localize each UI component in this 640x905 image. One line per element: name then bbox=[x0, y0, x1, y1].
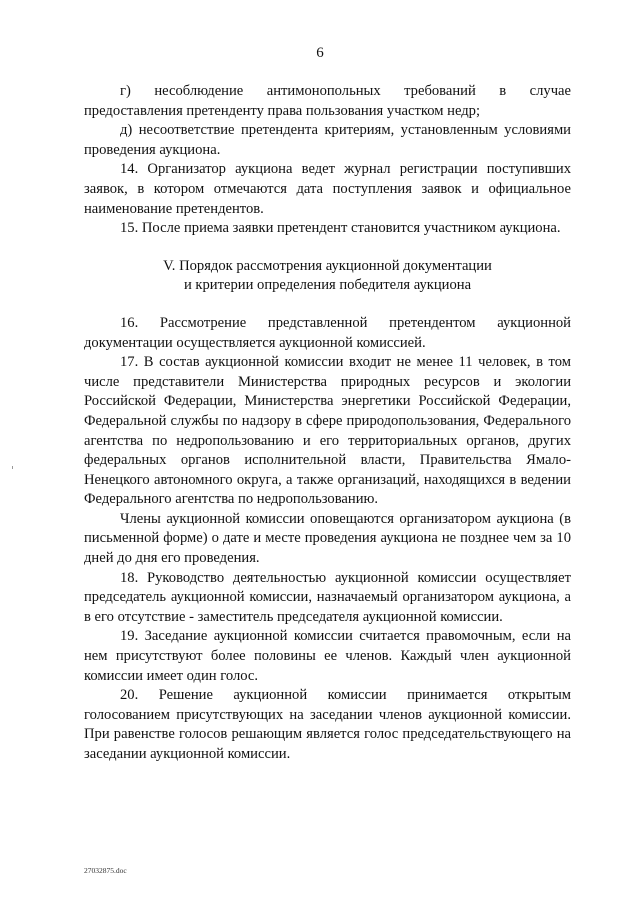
paragraph-14: 14. Организатор аукциона ведет журнал регистрации поступивших заявок, в котором отмечаются дата поступления заявок и официальное наименование претендентов. bbox=[84, 161, 571, 217]
paragraph-20: 20. Решение аукционной комиссии принимается открытым голосованием присутствующих на заседании членов аукционной комиссии. При равенстве голосов решающим является голос председательствующего на заседании аукционной комиссии. bbox=[84, 687, 571, 762]
paragraph-d: д) несоответствие претендента критериям, установленным условиями проведения аукциона. bbox=[84, 122, 571, 158]
paragraph-g: г) несоблюдение антимонопольных требований в случае предоставления претенденту права пользования участком недр; bbox=[84, 83, 571, 119]
page-number: 6 bbox=[316, 45, 324, 61]
margin-mark bbox=[12, 466, 13, 469]
section-heading-line-1: V. Порядок рассмотрения аукционной документации bbox=[163, 257, 492, 274]
paragraph-19: 19. Заседание аукционной комиссии считается правомочным, если на нем присутствуют более половины ее членов. Каждый член аукционной комиссии имеет один голос. bbox=[84, 628, 571, 684]
paragraph-18: 18. Руководство деятельностью аукционной комиссии осуществляет председатель аукционной комиссии, назначаемый организатором аукциона, а в его отсутствие - заместитель председателя аукционной комиссии. bbox=[84, 569, 571, 625]
footer-file-code: 27032875.doc bbox=[84, 866, 127, 875]
paragraph-16: 16. Рассмотрение представленной претендентом аукционной документации осуществляется аукционной комиссией. bbox=[84, 314, 571, 351]
paragraph-17: 17. В состав аукционной комиссии входит не менее 11 человек, в том числе представители Министерства природных ресурсов и экологии Российской Федерации, Министерства энергетики Российской Федерации, Федеральной службы по надзору в сфере природопользования, Федерального агентства по недропользованию и его территориальных органов, других федеральных органов исполнительной власти, Правительства Ямало-Ненецкого автономного округа, а также организаций, находящихся в ведении Федерального агентства по недропользованию. bbox=[84, 354, 571, 508]
section-heading-line-2: и критерии определения победителя аукциона bbox=[183, 277, 472, 294]
document-body bbox=[84, 82, 571, 765]
section-heading bbox=[84, 257, 571, 296]
paragraph-members: Члены аукционной комиссии оповещаются организатором аукциона (в письменной форме) о дате и месте проведения аукциона не позднее чем за 10 дней до дня его проведения. bbox=[84, 510, 571, 567]
paragraph-15: 15. После приема заявки претендент становится участником аукциона. bbox=[120, 220, 561, 237]
